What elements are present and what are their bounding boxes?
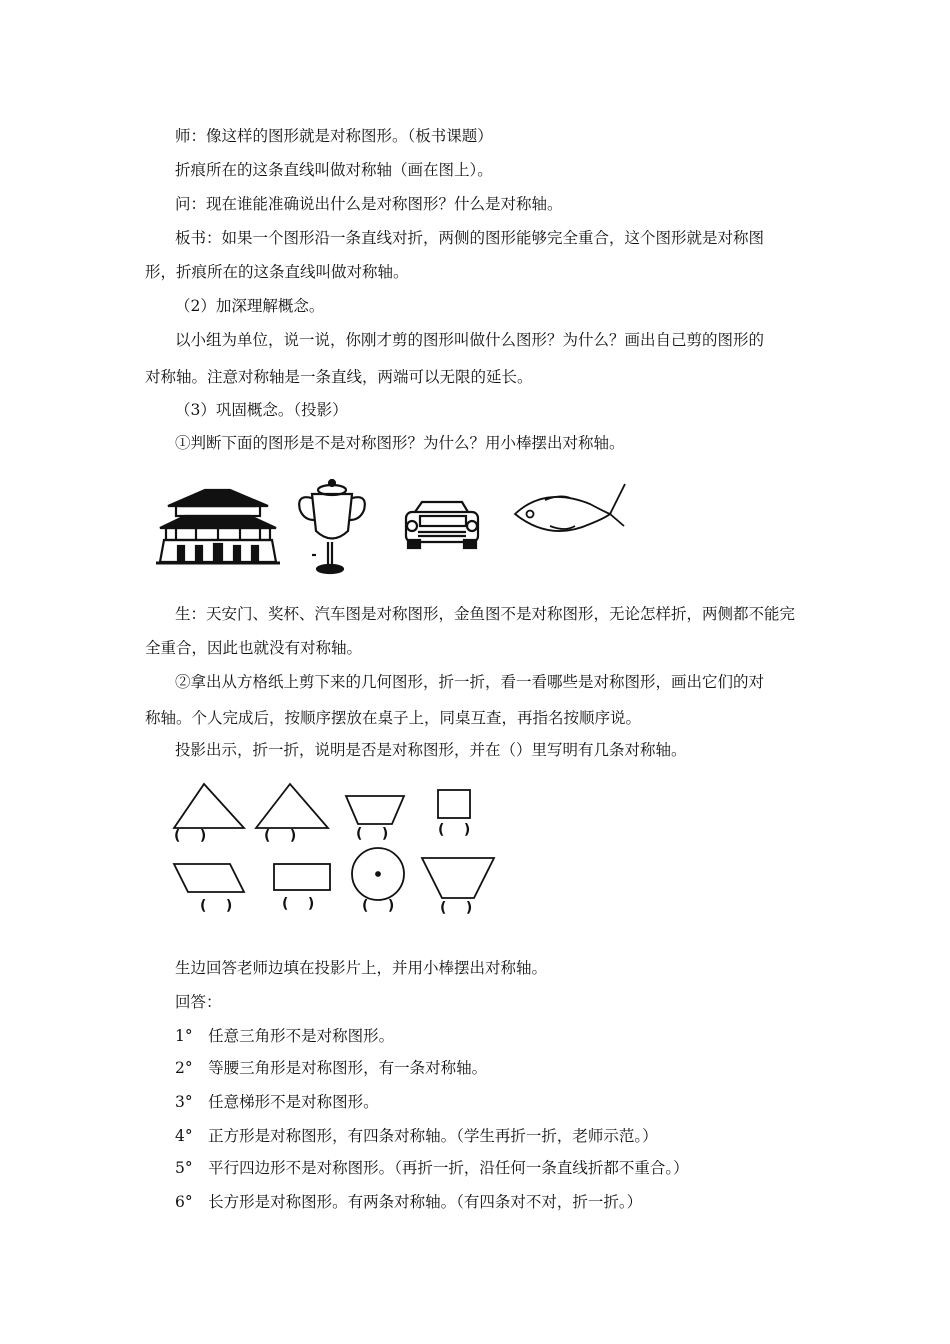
paragraph: 形，折痕所在的这条直线叫做对称轴。 [145, 263, 409, 281]
square-shape [438, 790, 470, 818]
paragraph: 问：现在谁能准确说出什么是对称图形？什么是对称轴。 [175, 195, 563, 213]
answer-blank: ( ) [356, 826, 389, 842]
paragraph: 师：像这样的图形就是对称图形。（板书课题） [175, 127, 493, 145]
paragraph: 回答： [175, 993, 222, 1011]
paragraph: 折痕所在的这条直线叫做对称轴（画在图上）。 [175, 161, 493, 179]
tiananmen-figure [156, 490, 280, 563]
paragraph: 生边回答老师边填在投影片上，并用小棒摆出对称轴。 [175, 959, 548, 977]
paragraph: 投影出示，折一折，说明是否是对称图形，并在（）里写明有几条对称轴。 [175, 741, 687, 759]
answer-blank: ( ) [264, 828, 297, 844]
trapezoid-shape [346, 796, 404, 824]
car-figure [406, 502, 478, 548]
rectangle-shape [274, 864, 330, 890]
answer-blank: ( ) [440, 900, 473, 916]
trophy-figure [299, 480, 365, 573]
answer-blank: ( ) [438, 822, 471, 838]
parallelogram-shape [174, 864, 244, 892]
answer-item: 4° 正方形是对称图形，有四条对称轴。（学生再折一折，老师示范。） [175, 1127, 658, 1145]
paragraph: 以小组为单位，说一说，你刚才剪的图形叫做什么图形？为什么？画出自己剪的图形的 [175, 331, 765, 349]
answer-blank: ( ) [200, 898, 233, 914]
paragraph: 对称轴。注意对称轴是一条直线，两端可以无限的延长。 [145, 368, 533, 386]
triangle-shape [174, 784, 244, 828]
isosceles-trapezoid-shape [422, 858, 494, 898]
paragraph: 全重合，因此也就没有对称轴。 [145, 639, 363, 657]
paragraph: 称轴。个人完成后，按顺序摆放在桌子上，同桌互查，再指名按顺序说。 [145, 709, 642, 727]
answer-blank: ( ) [174, 828, 207, 844]
answer-blank: ( ) [362, 898, 395, 914]
isosceles-triangle-shape [256, 784, 328, 828]
paragraph: （2）加深理解概念。 [175, 297, 325, 315]
paragraph: 板书：如果一个图形沿一条直线对折，两侧的图形能够完全重合，这个图形就是对称图 [175, 229, 765, 247]
symmetry-figures-row [150, 476, 640, 581]
fish-figure [515, 484, 625, 531]
answer-item: 3° 任意梯形不是对称图形。 [175, 1093, 379, 1111]
paragraph: （3）巩固概念。（投影） [175, 401, 348, 419]
answer-item: 6° 长方形是对称图形。有两条对称轴。（有四条对不对，折一折。） [175, 1193, 643, 1211]
paragraph: 生：天安门、奖杯、汽车图是对称图形，金鱼图不是对称图形，无论怎样折，两侧都不能完 [175, 605, 796, 623]
paragraph: ①判断下面的图形是不是对称图形？为什么？用小棒摆出对称轴。 [175, 434, 625, 452]
answer-item: 2° 等腰三角形是对称图形，有一条对称轴。 [175, 1059, 488, 1077]
answer-item: 1° 任意三角形不是对称图形。 [175, 1027, 395, 1045]
answer-blank: ( ) [282, 896, 315, 912]
paragraph: ②拿出从方格纸上剪下来的几何图形，折一折，看一看哪些是对称图形，画出它们的对 [175, 673, 765, 691]
answer-item: 5° 平行四边形不是对称图形。（再折一折，沿任何一条直线折都不重合。） [175, 1159, 689, 1177]
